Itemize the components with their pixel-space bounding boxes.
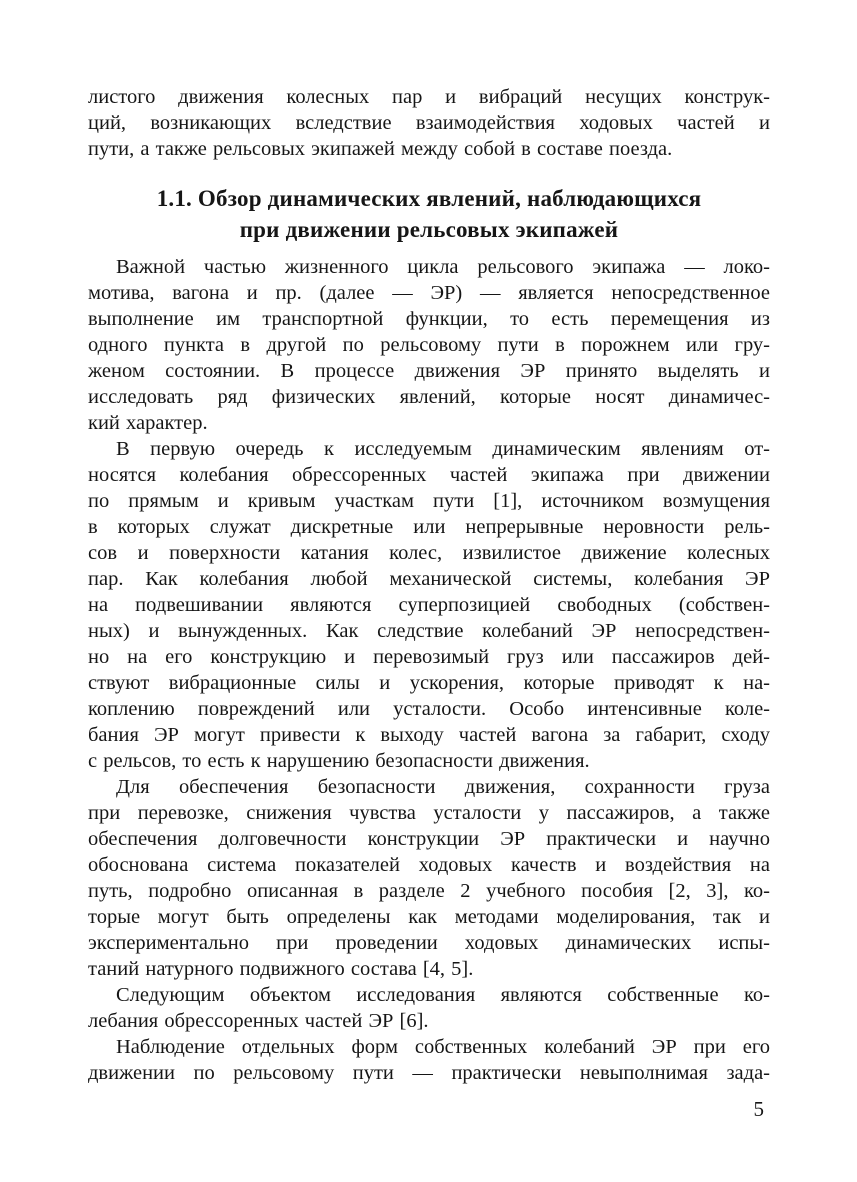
text-line: при перевозке, снижения чувства усталости у пассажиров, а также — [88, 802, 770, 824]
text-line: обеспечения долговечности конструкции ЭР практически и научно — [88, 828, 770, 850]
text-line: кий характер. — [88, 412, 208, 434]
text-line: листого движения колесных пар и вибраций несущих конструк- — [88, 86, 770, 108]
text-line: Для обеспечения безопасности движения, сохранности груза — [116, 776, 770, 798]
paragraph — [88, 774, 770, 982]
text-block — [88, 84, 770, 1122]
text-line: пар. Как колебания любой механической системы, колебания ЭР — [88, 568, 770, 590]
text-line: таний натурного подвижного состава [4, 5]. — [88, 958, 474, 980]
text-line: пути, а также рельсовых экипажей между собой в составе поезда. — [88, 138, 673, 160]
text-line: ствуют вибрационные силы и ускорения, которые приводят к на- — [88, 672, 770, 694]
body-paragraphs — [88, 254, 770, 1086]
paragraph — [88, 436, 770, 774]
text-line: Важной частью жизненного цикла рельсового экипажа — локо- — [116, 256, 770, 278]
text-line: ций, возникающих вследствие взаимодействия ходовых частей и — [88, 112, 770, 134]
text-line: Наблюдение отдельных форм собственных колебаний ЭР при его — [116, 1036, 770, 1058]
text-line: движении по рельсовому пути — практически невыполнимая зада- — [88, 1062, 770, 1084]
text-line: в которых служат дискретные или непрерывные неровности рель- — [88, 516, 770, 538]
paragraph — [88, 982, 770, 1034]
continuation-paragraph — [88, 84, 770, 162]
text-line: В первую очередь к исследуемым динамическим явлениям от- — [116, 438, 770, 460]
text-line: на подвешивании являются суперпозицией свободных (собствен- — [88, 594, 770, 616]
text-line: Следующим объектом исследования являются собственные ко- — [116, 984, 770, 1006]
paragraph — [88, 254, 770, 436]
text-line: коплению повреждений или усталости. Особо интенсивные коле- — [88, 698, 770, 720]
text-line: бания ЭР могут привести к выходу частей вагона за габарит, сходу — [88, 724, 770, 746]
text-line: обоснована система показателей ходовых качеств и воздействия на — [88, 854, 770, 876]
text-line: мотива, вагона и пр. (далее — ЭР) — является непосредственное — [88, 282, 770, 304]
text-line: исследовать ряд физических явлений, которые носят динамичес- — [88, 386, 770, 408]
text-line: лебания обрессоренных частей ЭР [6]. — [88, 1010, 429, 1032]
text-line: экспериментально при проведении ходовых динамических испы- — [88, 932, 770, 954]
paragraph — [88, 1034, 770, 1086]
text-line: с рельсов, то есть к нарушению безопасности движения. — [88, 750, 590, 772]
text-line: женом состоянии. В процессе движения ЭР принято выделять и — [88, 360, 770, 382]
text-line: выполнение им транспортной функции, то есть перемещения из — [88, 308, 770, 330]
text-line: одного пункта в другой по рельсовому пути в порожнем или гру- — [88, 334, 770, 356]
text-line: носятся колебания обрессоренных частей экипажа при движении — [88, 464, 770, 486]
text-line: по прямым и кривым участкам пути [1], источником возмущения — [88, 490, 770, 512]
text-line: путь, подробно описанная в разделе 2 учебного пособия [2, 3], ко- — [88, 880, 770, 902]
section-heading-line-1: 1.1. Обзор динамических явлений, наблюдающихся — [156, 186, 702, 211]
text-line: торые могут быть определены как методами моделирования, так и — [88, 906, 770, 928]
page-number: 5 — [753, 1097, 764, 1121]
text-line: но на его конструкцию и перевозимый груз или пассажиров дей- — [88, 646, 770, 668]
section-heading — [88, 183, 770, 245]
text-line: сов и поверхности катания колес, извилистое движение колесных — [88, 542, 770, 564]
section-heading-line-2: при движении рельсовых экипажей — [239, 217, 619, 242]
text-line: ных) и вынужденных. Как следствие колебаний ЭР непосредствен- — [88, 620, 770, 642]
